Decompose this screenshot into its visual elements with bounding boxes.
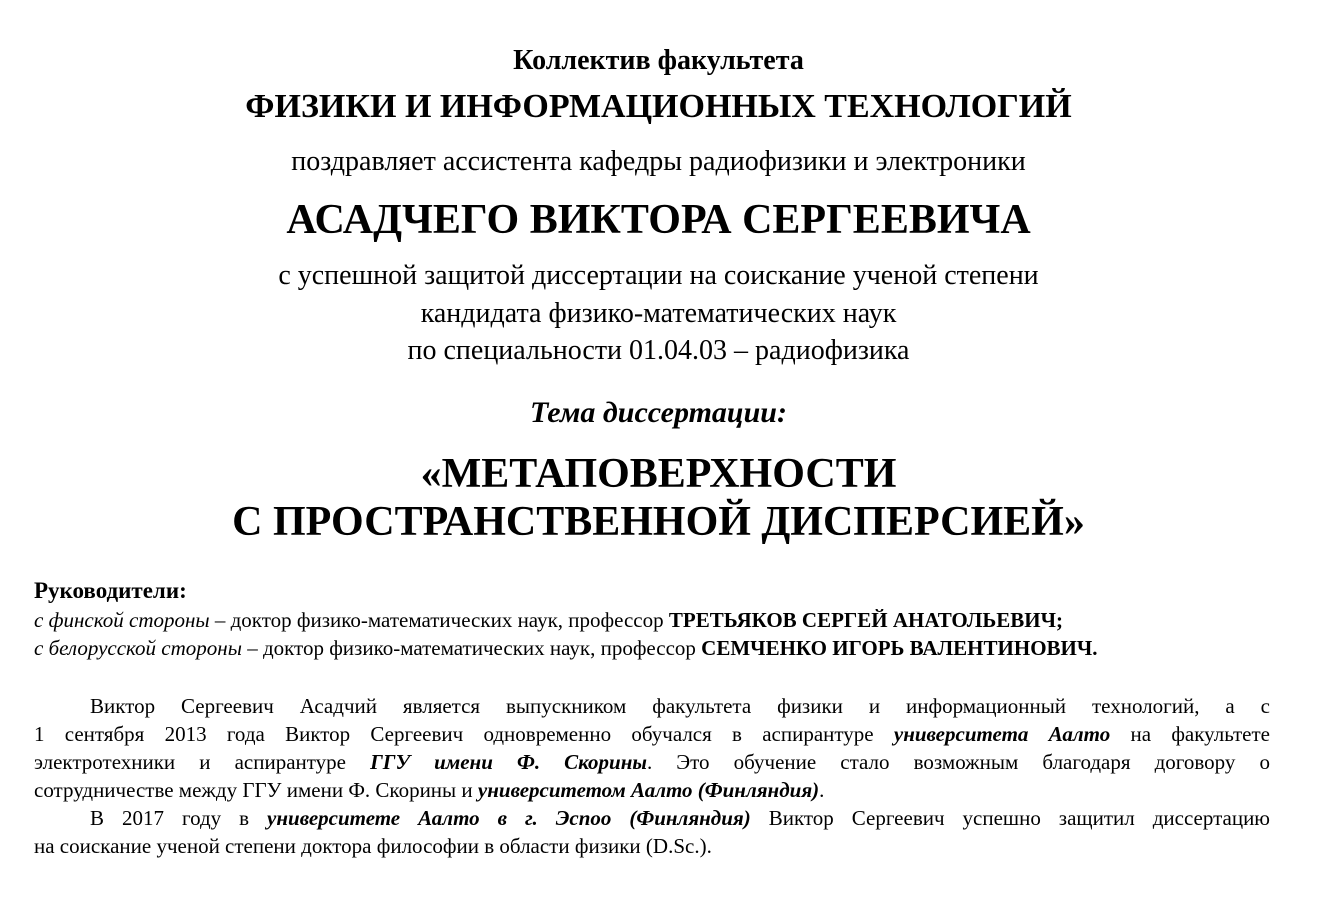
emphasis-university: ГГУ имени Ф. Скорины [370,750,647,774]
emphasis-university: университете Аалто в г. Эспоо (Финляндия) [267,806,751,830]
supervisor-side: с белорусской стороны [34,636,242,660]
topic-title-line-1: «МЕТАПОВЕРХНОСТИ [420,451,897,497]
paragraph-line [34,720,1270,748]
paragraph-line [34,804,1270,832]
supervisor-name: ТРЕТЬЯКОВ СЕРГЕЙ АНАТОЛЬЕВИЧ; [668,608,1064,632]
collective-heading: Коллектив факультета [513,45,804,76]
defense-line-2: кандидата физико-математических наук [420,298,897,329]
faculty-name: ФИЗИКИ И ИНФОРМАЦИОННЫХ ТЕХНОЛОГИЙ [245,88,1072,125]
defense-line-1: с успешной защитой диссертации на соискание ученой степени [278,260,1039,291]
supervisor-name: СЕМЧЕНКО ИГОРЬ ВАЛЕНТИНОВИЧ. [701,636,1098,660]
supervisor-row [34,606,1274,634]
person-name: АСАДЧЕГО ВИКТОРА СЕРГЕЕВИЧА [286,197,1031,243]
supervisors-heading: Руководители: [34,578,187,603]
paragraph-text: на факультете [1110,722,1270,746]
supervisor-sep: – [241,636,263,660]
supervisor-title: доктор физико-математических наук, профессор [230,608,669,632]
supervisor-title: доктор физико-математических наук, профессор [262,636,702,660]
topic-label: Тема диссертации: [530,396,787,429]
paragraph-text: на соискание ученой степени доктора философии в области физики (D.Sc.). [34,834,712,858]
supervisor-row [34,634,1274,662]
emphasis-university: университетом Аалто (Финляндия) [477,778,820,802]
paragraph-line [34,692,1270,720]
paragraph-line [34,748,1270,776]
paragraph-line [34,776,1270,804]
paragraph-text: Виктор Сергеевич Асадчий является выпускником факультета физики и информационный технологий, а с [90,694,1270,718]
defense-line-3: по специальности 01.04.03 – радиофизика [407,335,910,366]
supervisor-sep: – [209,608,231,632]
biography-paragraph-2 [34,804,1270,860]
paragraph-text: Виктор Сергеевич успешно защитил диссертацию [750,806,1270,830]
congratulates-line: поздравляет ассистента кафедры радиофизики и электроники [291,146,1026,177]
biography-paragraph-1 [34,692,1270,804]
paragraph-text: электротехники и аспирантуре [34,750,371,774]
paragraph-text: В 2017 году в [90,806,268,830]
emphasis-university: университета Аалто [893,722,1111,746]
paragraph-text: . [819,778,825,802]
paragraph-text: 1 сентября 2013 года Виктор Сергеевич одновременно обучался в аспирантуре [34,722,894,746]
paragraph-line [34,832,1270,860]
paragraph-text: сотрудничестве между ГГУ имени Ф. Скорины и [34,778,478,802]
supervisor-side: с финской стороны [34,608,210,632]
topic-title-line-2: С ПРОСТРАНСТВЕННОЙ ДИСПЕРСИЕЙ» [232,499,1085,545]
paragraph-text: . Это обучение стало возможным благодаря договору о [646,750,1270,774]
